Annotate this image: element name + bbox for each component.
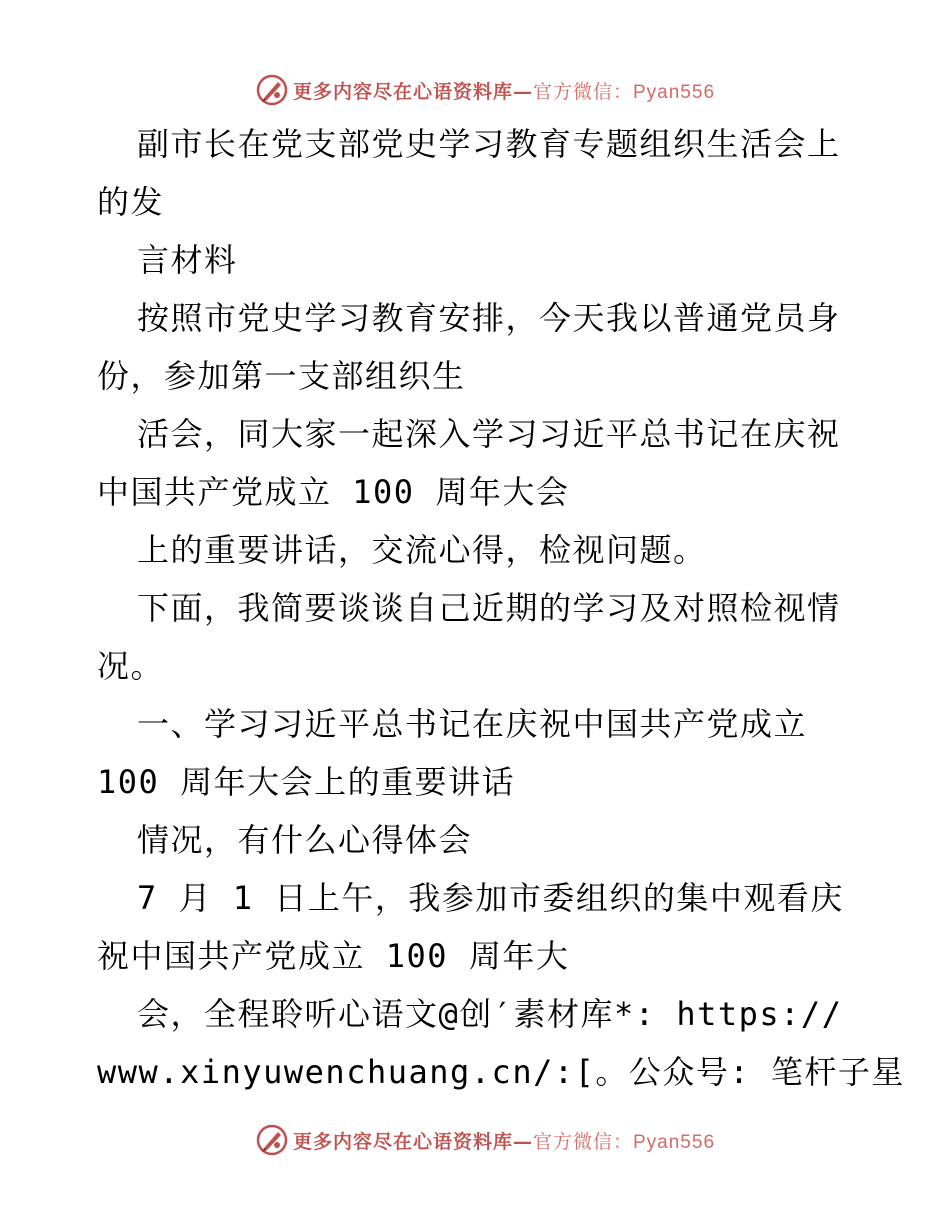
text-line: 祝中国共产党成立 100 周年大 <box>97 937 570 975</box>
text-line: 活会，同大家一起深入学习习近平总书记在庆祝 <box>137 415 841 453</box>
watermark-wechat: 官方微信： <box>532 81 633 103</box>
watermark-footer-text <box>293 1127 715 1154</box>
watermark-footer-inner <box>255 1123 715 1157</box>
watermark-main: 更多内容尽在心语资料库— <box>292 80 533 103</box>
text-line: www.xinyuwenchuang.cn/:[。公众号: 笔杆子星 <box>97 1053 905 1091</box>
text-line: 下面，我简要谈谈自己近期的学习及对照检视情 <box>137 589 841 627</box>
text-line: 情况，有什么心得体会 <box>137 821 473 859</box>
watermark-header <box>0 70 950 110</box>
watermark-footer <box>0 1120 950 1160</box>
pen-logo-icon <box>255 73 289 107</box>
text-line: 中国共产党成立 100 周年大会 <box>97 473 570 511</box>
text-line: 言材料 <box>137 241 238 279</box>
text-line: 7 月 1 日上午，我参加市委组织的集中观看庆 <box>137 879 844 917</box>
text-line: 会，全程聆听心语文@创′素材库*: https:// <box>137 995 843 1033</box>
document-body <box>97 115 905 1101</box>
pen-logo-icon <box>255 1123 289 1157</box>
text-line: 副市长在党支部党史学习教育专题组织生活会上 <box>137 125 841 163</box>
watermark-id: Pyan556 <box>633 81 716 103</box>
text-line: 一、学习习近平总书记在庆祝中国共产党成立 <box>137 705 808 743</box>
text-line: 100 周年大会上的重要讲话 <box>97 763 516 801</box>
text-line: 按照市党史学习教育安排，今天我以普通党员身 <box>137 299 841 337</box>
watermark-header-inner <box>255 73 715 107</box>
text-line: 的发 <box>97 183 165 221</box>
text-line: 上的重要讲话，交流心得，检视问题。 <box>137 531 707 569</box>
watermark-id: Pyan556 <box>633 1131 716 1153</box>
watermark-wechat: 官方微信： <box>532 1131 633 1153</box>
text-line: 份，参加第一支部组织生 <box>97 357 466 395</box>
watermark-main: 更多内容尽在心语资料库— <box>292 1130 533 1153</box>
watermark-header-text <box>293 77 715 104</box>
text-line: 况。 <box>97 647 165 685</box>
